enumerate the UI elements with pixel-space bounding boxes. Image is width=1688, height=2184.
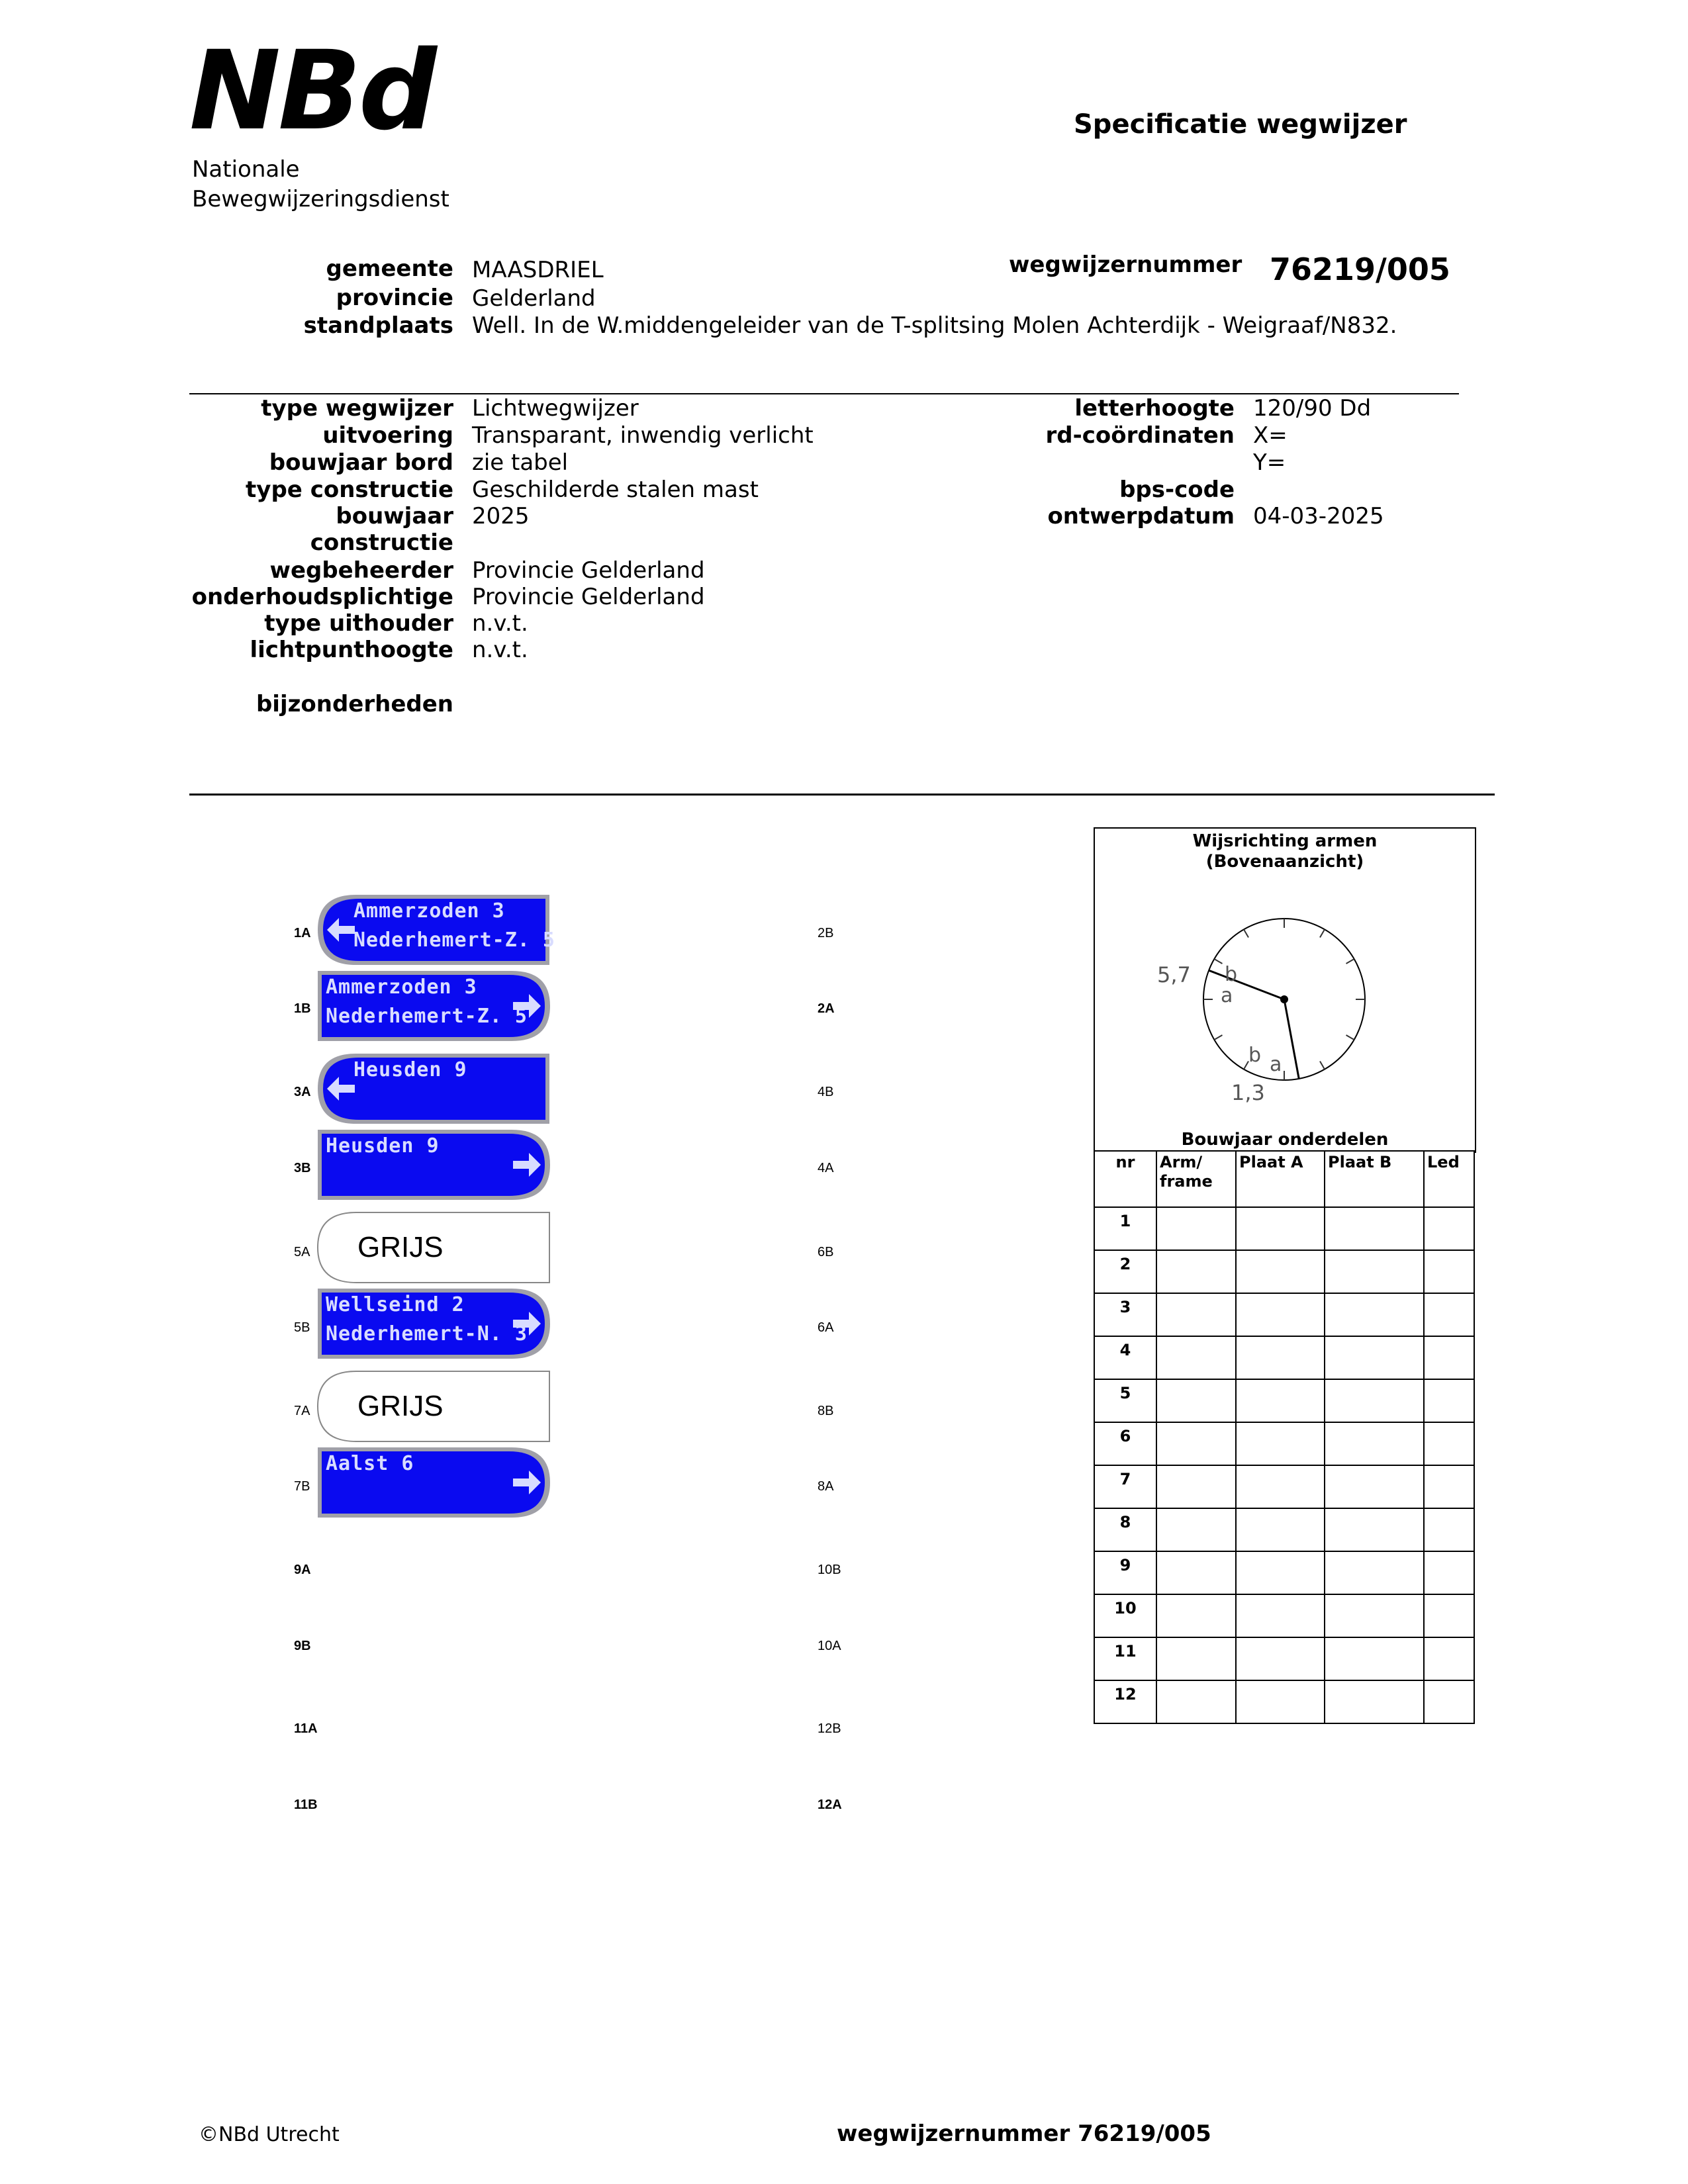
sign-7a-text: GRIJS xyxy=(357,1390,444,1422)
row-nr: 2 xyxy=(1094,1250,1156,1293)
sign-1b-line-1: Ammerzoden 3 xyxy=(326,976,477,999)
sign-1a xyxy=(316,893,555,966)
bouwjaar-constructie-value: 2025 xyxy=(472,503,530,529)
row-nr: 12 xyxy=(1094,1680,1156,1723)
bouwjaar-bord-label: bouwjaar bord xyxy=(269,449,453,476)
sign-3b-line-1: Heusden 9 xyxy=(326,1134,440,1158)
sign-code-5a: 5A xyxy=(294,1245,310,1259)
rd-x-value: X= xyxy=(1253,422,1288,449)
cell-plaat-a xyxy=(1236,1336,1325,1379)
cell-arm-frame xyxy=(1156,1379,1236,1422)
row-nr: 7 xyxy=(1094,1465,1156,1508)
standplaats-label: standplaats xyxy=(303,312,453,339)
cell-led xyxy=(1424,1336,1474,1379)
cell-led xyxy=(1424,1637,1474,1680)
sign-1b xyxy=(316,970,551,1042)
bouwjaar-row xyxy=(1094,1422,1474,1465)
compass-tick xyxy=(1244,929,1248,937)
onderhoudsplichtige-label: onderhoudsplichtige xyxy=(191,584,453,610)
bouwjaar-row xyxy=(1094,1594,1474,1637)
cell-arm-frame xyxy=(1156,1680,1236,1723)
onderhoudsplichtige-value: Provincie Gelderland xyxy=(472,584,705,610)
cell-plaat-b xyxy=(1325,1465,1424,1508)
type-wegwijzer-label: type wegwijzer xyxy=(261,395,453,422)
sign-5b xyxy=(316,1287,551,1360)
cell-plaat-b xyxy=(1325,1594,1424,1637)
bouwjaar-constructie-label-2: constructie xyxy=(310,529,453,556)
col-plaat-a: Plaat A xyxy=(1236,1151,1325,1207)
bouwjaar-bord-value: zie tabel xyxy=(472,449,569,476)
bouwjaar-row xyxy=(1094,1293,1474,1336)
cell-plaat-b xyxy=(1325,1680,1424,1723)
sign-code-8a: 8A xyxy=(818,1479,834,1494)
cell-arm-frame xyxy=(1156,1594,1236,1637)
cell-led xyxy=(1424,1594,1474,1637)
letterhoogte-label: letterhoogte xyxy=(1074,395,1235,422)
cell-plaat-a xyxy=(1236,1293,1325,1336)
rd-y-value: Y= xyxy=(1253,449,1286,476)
divider-bottom xyxy=(189,794,1495,796)
row-nr: 1 xyxy=(1094,1207,1156,1250)
bps-code-label: bps-code xyxy=(1119,477,1235,503)
bouwjaar-row xyxy=(1094,1250,1474,1293)
cell-arm-frame xyxy=(1156,1336,1236,1379)
gemeente-value: MAASDRIEL xyxy=(472,257,604,283)
sign-code-2a: 2A xyxy=(818,1001,835,1016)
bouwjaar-row xyxy=(1094,1508,1474,1551)
arm-1-label-b: b xyxy=(1225,963,1238,986)
sign-code-7a: 7A xyxy=(294,1404,310,1418)
col-arm-frame: Arm/ frame xyxy=(1156,1151,1236,1207)
footer-wegwijzernummer: wegwijzernummer 76219/005 xyxy=(837,2120,1211,2147)
ontwerpdatum-label: ontwerpdatum xyxy=(1047,503,1235,529)
cell-led xyxy=(1424,1551,1474,1594)
row-nr: 10 xyxy=(1094,1594,1156,1637)
bouwjaar-row xyxy=(1094,1379,1474,1422)
sign-7a xyxy=(316,1370,551,1443)
footer-copyright: ©NBd Utrecht xyxy=(199,2123,340,2146)
compass-tick xyxy=(1244,1062,1248,1069)
sign-7b xyxy=(316,1446,551,1519)
sign-1a-line-1: Ammerzoden 3 xyxy=(353,899,505,923)
wegbeheerder-value: Provincie Gelderland xyxy=(472,557,705,584)
sign-code-9b: 9B xyxy=(294,1639,311,1653)
compass-center xyxy=(1280,995,1288,1003)
arm-2-label-a: a xyxy=(1270,1053,1282,1076)
rd-coordinaten-label: rd-coördinaten xyxy=(1045,422,1235,449)
cell-plaat-a xyxy=(1236,1680,1325,1723)
sign-code-6a: 6A xyxy=(818,1320,834,1335)
row-nr: 9 xyxy=(1094,1551,1156,1594)
sign-5b-line-1: Wellseind 2 xyxy=(326,1293,465,1316)
row-nr: 11 xyxy=(1094,1637,1156,1680)
divider-top xyxy=(189,393,1459,394)
uitvoering-value: Transparant, inwendig verlicht xyxy=(472,422,814,449)
cell-plaat-a xyxy=(1236,1465,1325,1508)
wegbeheerder-label: wegbeheerder xyxy=(269,557,453,584)
document-title: Specificatie wegwijzer xyxy=(1074,109,1407,140)
cell-plaat-b xyxy=(1325,1336,1424,1379)
cell-plaat-a xyxy=(1236,1422,1325,1465)
cell-plaat-b xyxy=(1325,1250,1424,1293)
bouwjaar-row xyxy=(1094,1680,1474,1723)
sign-code-11a: 11A xyxy=(294,1721,318,1736)
bouwjaar-title: Bouwjaar onderdelen xyxy=(1181,1130,1389,1150)
cell-arm-frame xyxy=(1156,1465,1236,1508)
type-uithouder-value: n.v.t. xyxy=(472,610,528,637)
cell-led xyxy=(1424,1250,1474,1293)
cell-plaat-b xyxy=(1325,1379,1424,1422)
logo-mark: NBd xyxy=(189,27,434,154)
sign-code-8b: 8B xyxy=(818,1404,834,1418)
bijzonderheden-label: bijzonderheden xyxy=(256,691,453,717)
cell-plaat-a xyxy=(1236,1637,1325,1680)
cell-led xyxy=(1424,1379,1474,1422)
sign-1b-line-2: Nederhemert-Z. 5 xyxy=(326,1005,528,1028)
cell-plaat-b xyxy=(1325,1508,1424,1551)
compass-tick xyxy=(1320,1062,1325,1069)
sign-code-12a: 12A xyxy=(818,1797,842,1812)
arm-2-label-b: b xyxy=(1248,1044,1262,1067)
cell-plaat-b xyxy=(1325,1422,1424,1465)
cell-arm-frame xyxy=(1156,1551,1236,1594)
provincie-label: provincie xyxy=(336,285,453,311)
sign-7b-line-1: Aalst 6 xyxy=(326,1452,414,1475)
cell-plaat-a xyxy=(1236,1551,1325,1594)
letterhoogte-value: 120/90 Dd xyxy=(1253,395,1372,422)
cell-plaat-a xyxy=(1236,1379,1325,1422)
cell-plaat-a xyxy=(1236,1508,1325,1551)
wijsrichting-title: Wijsrichting armen xyxy=(1192,831,1378,851)
sign-3b xyxy=(316,1128,551,1201)
gemeente-label: gemeente xyxy=(326,255,453,282)
cell-led xyxy=(1424,1207,1474,1250)
sign-code-3b: 3B xyxy=(294,1161,311,1175)
wijsrichting-panel xyxy=(1094,827,1476,1153)
lichtpunthoogte-label: lichtpunthoogte xyxy=(250,637,453,663)
sign-1a-line-2: Nederhemert-Z. 5 xyxy=(353,929,555,952)
wijsrichting-subtitle: (Bovenaanzicht) xyxy=(1205,852,1364,872)
bouwjaar-header-row xyxy=(1094,1151,1474,1207)
arm-1-label-a: a xyxy=(1221,984,1233,1007)
bouwjaar-row xyxy=(1094,1336,1474,1379)
cell-arm-frame xyxy=(1156,1508,1236,1551)
type-wegwijzer-value: Lichtwegwijzer xyxy=(472,395,639,422)
cell-led xyxy=(1424,1680,1474,1723)
sign-5a xyxy=(316,1211,551,1284)
type-constructie-label: type constructie xyxy=(246,477,453,503)
col-nr: nr xyxy=(1094,1151,1156,1207)
col-plaat-b: Plaat B xyxy=(1325,1151,1424,1207)
arm-1-value: 5,7 xyxy=(1157,962,1191,987)
cell-plaat-b xyxy=(1325,1551,1424,1594)
row-nr: 3 xyxy=(1094,1293,1156,1336)
cell-led xyxy=(1424,1422,1474,1465)
sign-code-5b: 5B xyxy=(294,1320,310,1335)
lichtpunthoogte-value: n.v.t. xyxy=(472,637,528,663)
bouwjaar-table xyxy=(1094,1150,1475,1724)
compass-tick xyxy=(1346,959,1354,964)
wegwijzernummer-value: 76219/005 xyxy=(1270,251,1450,287)
compass-tick xyxy=(1320,929,1325,937)
cell-plaat-b xyxy=(1325,1637,1424,1680)
sign-code-10a: 10A xyxy=(818,1639,841,1653)
sign-code-1b: 1B xyxy=(294,1001,311,1016)
type-constructie-value: Geschilderde stalen mast xyxy=(472,477,759,503)
cell-arm-frame xyxy=(1156,1207,1236,1250)
compass-dial xyxy=(1095,829,1475,1153)
cell-arm-frame xyxy=(1156,1422,1236,1465)
col-led: Led xyxy=(1424,1151,1474,1207)
sign-3a xyxy=(316,1052,551,1125)
sign-code-4b: 4B xyxy=(818,1085,834,1099)
bouwjaar-constructie-label-1: bouwjaar xyxy=(336,503,453,529)
bouwjaar-row xyxy=(1094,1465,1474,1508)
compass-tick xyxy=(1346,1035,1354,1040)
sign-code-3a: 3A xyxy=(294,1085,311,1099)
compass-tick xyxy=(1214,1035,1222,1040)
cell-plaat-a xyxy=(1236,1594,1325,1637)
cell-plaat-b xyxy=(1325,1293,1424,1336)
cell-plaat-a xyxy=(1236,1207,1325,1250)
provincie-value: Gelderland xyxy=(472,285,596,312)
compass-tick xyxy=(1214,959,1222,964)
cell-plaat-b xyxy=(1325,1207,1424,1250)
uitvoering-label: uitvoering xyxy=(322,422,453,449)
standplaats-value: Well. In de W.middengeleider van de T-splitsing Molen Achterdijk - Weigraaf/N832. xyxy=(472,312,1397,339)
bouwjaar-row xyxy=(1094,1551,1474,1594)
sign-code-6b: 6B xyxy=(818,1245,834,1259)
row-nr: 4 xyxy=(1094,1336,1156,1379)
bouwjaar-row xyxy=(1094,1637,1474,1680)
ontwerpdatum-value: 04-03-2025 xyxy=(1253,503,1384,529)
sign-code-9a: 9A xyxy=(294,1563,311,1577)
cell-led xyxy=(1424,1293,1474,1336)
sign-code-10b: 10B xyxy=(818,1563,841,1577)
cell-arm-frame xyxy=(1156,1637,1236,1680)
logo-line-2: Bewegwijzeringsdienst xyxy=(192,186,449,212)
logo-line-1: Nationale xyxy=(192,156,300,183)
sign-code-7b: 7B xyxy=(294,1479,310,1494)
sign-code-11b: 11B xyxy=(294,1797,318,1812)
sign-5b-line-2: Nederhemert-N. 3 xyxy=(326,1322,528,1345)
row-nr: 8 xyxy=(1094,1508,1156,1551)
cell-plaat-a xyxy=(1236,1250,1325,1293)
sign-code-4a: 4A xyxy=(818,1161,834,1175)
cell-led xyxy=(1424,1465,1474,1508)
bouwjaar-row xyxy=(1094,1207,1474,1250)
type-uithouder-label: type uithouder xyxy=(264,610,453,637)
row-nr: 6 xyxy=(1094,1422,1156,1465)
sign-code-12b: 12B xyxy=(818,1721,841,1736)
wegwijzernummer-label: wegwijzernummer xyxy=(1009,251,1243,278)
arm-b-line xyxy=(1284,999,1299,1079)
sign-code-2b: 2B xyxy=(818,926,834,940)
cell-arm-frame xyxy=(1156,1250,1236,1293)
row-nr: 5 xyxy=(1094,1379,1156,1422)
sign-3a-line-1: Heusden 9 xyxy=(353,1058,467,1081)
sign-code-1a: 1A xyxy=(294,926,311,940)
cell-arm-frame xyxy=(1156,1293,1236,1336)
cell-led xyxy=(1424,1508,1474,1551)
arm-2-value: 1,3 xyxy=(1231,1080,1265,1105)
sign-5a-text: GRIJS xyxy=(357,1231,444,1263)
